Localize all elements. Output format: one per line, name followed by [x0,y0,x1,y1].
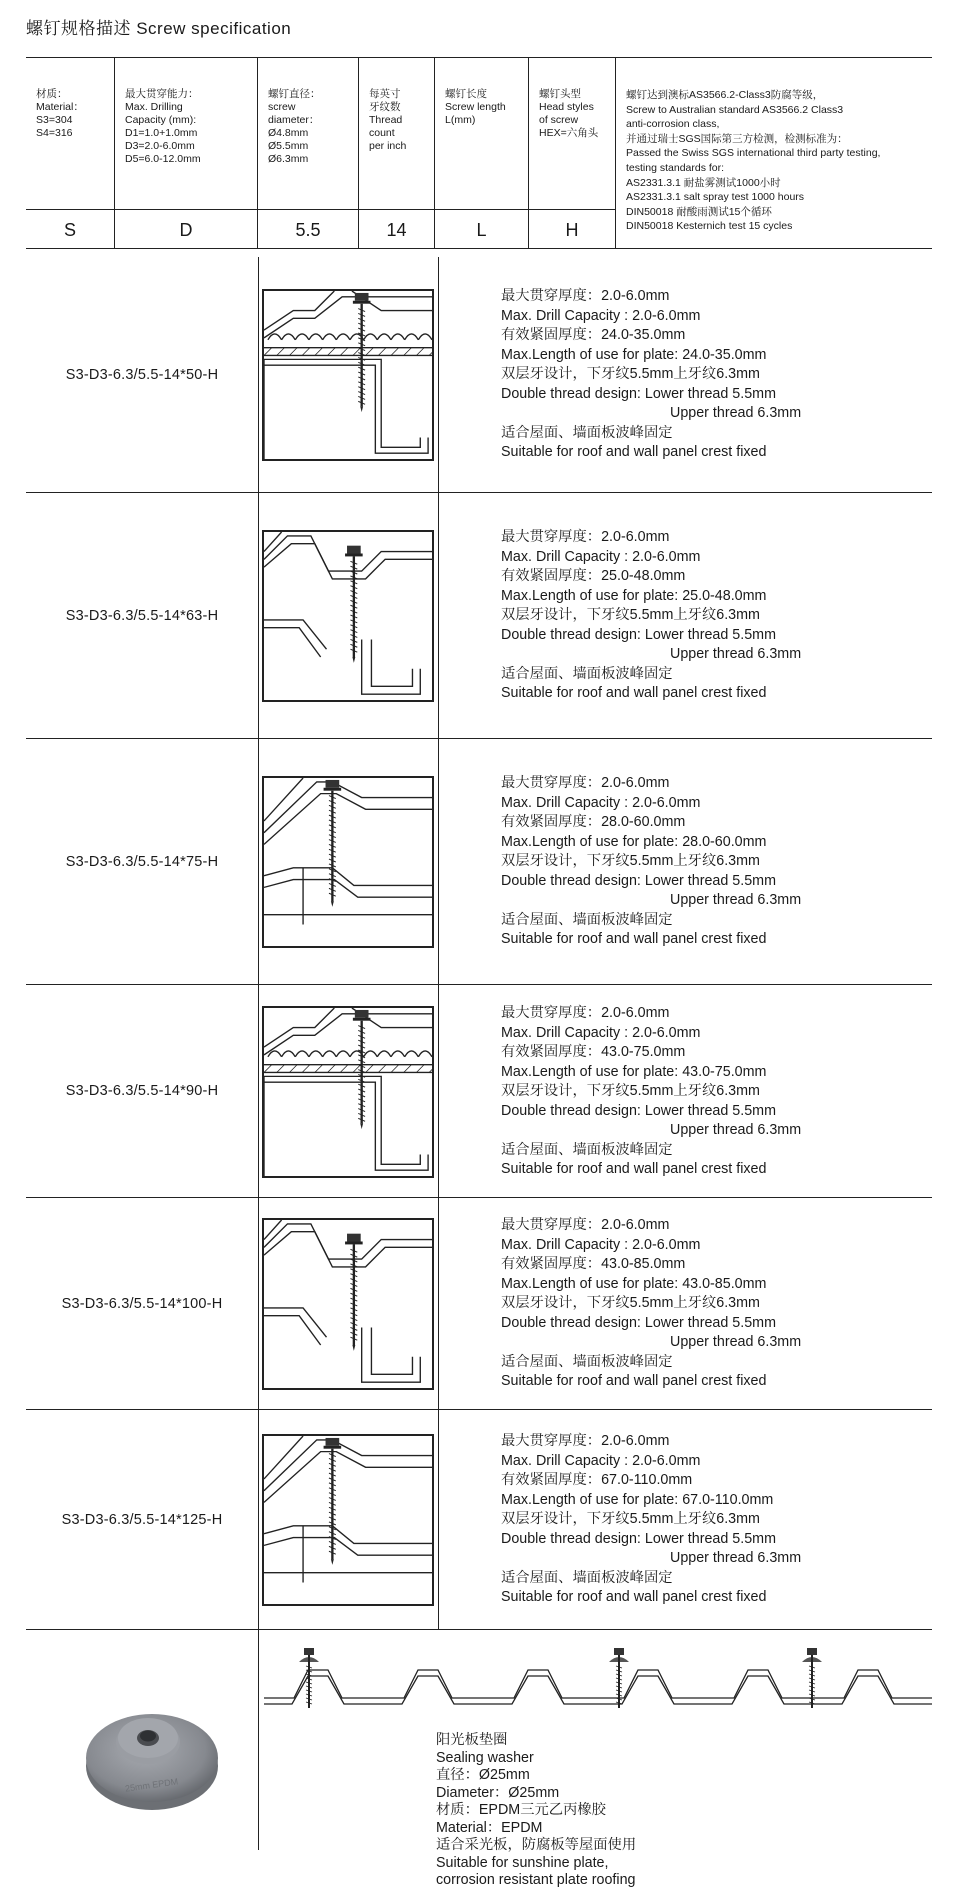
product-specs [501,1432,801,1608]
row-divider-left [258,1410,259,1629]
product-code: S3-D3-6.3/5.5-14*125-H [61,1511,223,1528]
washer-use-cn: 适合采光板，防腐板等屋面使用 [436,1837,637,1853]
fastening-thickness-cn: 有效紧固厚度：24.0-35.0mm [501,327,686,343]
spec-col-drilling [115,58,258,248]
row-divider-right [438,1198,439,1409]
row-divider-right [438,257,439,492]
application-en: Suitable for roof and wall panel crest fixed [501,1161,767,1177]
spec-col-length [435,58,529,248]
spec-col-material [26,58,115,248]
upper-thread-en: Upper thread 6.3mm [670,1334,802,1350]
installation-diagram [262,1006,434,1178]
spec-diameter-desc: 螺钉直径： screw diameter： Ø4.8mm Ø5.5mm Ø6.3mm [268,88,321,165]
spec-diameter-code: 5.5 [295,220,321,240]
spec-material-desc: 材质： Material： S3=304 S4=316 [36,88,84,139]
spec-head-desc: 螺钉头型 Head styles of screw HEX=六角头 [539,88,599,139]
thread-design-en: Double thread design: Lower thread 5.5mm [501,872,776,889]
upper-thread-en: Upper thread 6.3mm [670,1122,802,1138]
upper-thread-en: Upper thread 6.3mm [670,892,802,908]
thread-design-cn: 双层牙设计，下牙纹5.5mm上牙纹6.3mm [501,1511,760,1527]
washer-use-en-1: Suitable for sunshine plate, [436,1854,609,1871]
spec-thread-desc: 每英寸 牙纹数 Thread count per inch [369,88,407,152]
thread-design-cn: 双层牙设计，下牙纹5.5mm上牙纹6.3mm [501,853,760,869]
spec-length-code: L [476,220,487,240]
washer-material-cn: 材质：EPDM三元乙丙橡胶 [436,1802,606,1818]
spec-length-desc: 螺钉长度 Screw length L(mm) [445,88,506,126]
installation-diagram [262,1434,434,1606]
spec-standards-desc: 螺钉达到澳标AS3566.2-Class3防腐等级， Screw to Australian standard AS3566.2 Class3 anti-corrosion class, 并通过瑞士SGS国际第三方检测，检测标准为： Passed the Swiss SGS international third party testing, testing standards for: AS2331.3.1 耐盐雾测试1000小时 AS2331.3.1 salt spray test 1000 hours DIN50018 耐酸雨测试15个循环 DIN50018 Kesternich test 15 cycles [626,89,881,233]
product-specs [501,528,801,704]
fastening-thickness-cn: 有效紧固厚度：25.0-48.0mm [501,568,686,584]
application-cn: 适合屋面、墙面板波峰固定 [501,1569,673,1586]
row-divider-left [258,493,259,738]
fastening-thickness-en: Max.Length of use for plate: 67.0-110.0mm [501,1491,774,1508]
thread-design-cn: 双层牙设计，下牙纹5.5mm上牙纹6.3mm [501,607,760,623]
fastening-thickness-cn: 有效紧固厚度：67.0-110.0mm [501,1472,693,1488]
spec-col-standards [616,58,932,248]
drill-capacity-cn: 最大贯穿厚度：2.0-6.0mm [501,1005,670,1021]
thread-design-en: Double thread design: Lower thread 5.5mm [501,1314,776,1331]
washer-title-cn: 阳光板垫圈 [436,1732,508,1748]
row-divider-right [438,739,439,984]
fastening-thickness-en: Max.Length of use for plate: 25.0-48.0mm [501,587,767,604]
product-row [26,493,932,739]
washer-divider [258,1630,259,1850]
product-row [26,257,932,493]
drill-capacity-cn: 最大贯穿厚度：2.0-6.0mm [501,775,670,791]
spec-col-thread [359,58,435,248]
application-cn: 适合屋面、墙面板波峰固定 [501,1353,673,1370]
washer-section [26,1630,932,1888]
upper-thread-en: Upper thread 6.3mm [670,1550,802,1566]
fastening-thickness-cn: 有效紧固厚度：43.0-75.0mm [501,1044,686,1060]
installation-diagram [262,530,434,702]
fastening-thickness-en: Max.Length of use for plate: 43.0-85.0mm [501,1275,767,1292]
drill-capacity-en: Max. Drill Capacity : 2.0-6.0mm [501,307,701,324]
application-en: Suitable for roof and wall panel crest fixed [501,1589,767,1605]
spec-thread-code: 14 [386,220,407,240]
row-divider-right [438,493,439,738]
installation-diagram [262,1218,434,1390]
spec-col-head [529,58,616,248]
product-row [26,1198,932,1410]
spec-col-diameter [258,58,359,248]
product-row [26,1410,932,1630]
application-cn: 适合屋面、墙面板波峰固定 [501,665,673,682]
product-code: S3-D3-6.3/5.5-14*75-H [65,853,219,870]
drill-capacity-en: Max. Drill Capacity : 2.0-6.0mm [501,1024,701,1041]
row-divider-left [258,257,259,492]
upper-thread-en: Upper thread 6.3mm [670,646,802,662]
product-row [26,739,932,985]
washer-material-en: Material：EPDM [436,1819,543,1836]
fastening-thickness-en: Max.Length of use for plate: 24.0-35.0mm [501,346,767,363]
row-divider-right [438,1410,439,1629]
product-code: S3-D3-6.3/5.5-14*100-H [61,1295,223,1312]
thread-design-en: Double thread design: Lower thread 5.5mm [501,1530,776,1547]
product-code: S3-D3-6.3/5.5-14*50-H [65,366,219,383]
fastening-thickness-en: Max.Length of use for plate: 43.0-75.0mm [501,1063,767,1080]
installation-diagram [262,776,434,948]
row-divider-right [438,985,439,1197]
product-specs [501,774,801,950]
spec-material-code: S [63,220,76,240]
drill-capacity-en: Max. Drill Capacity : 2.0-6.0mm [501,1236,701,1253]
roof-profile-diagram [264,1640,932,1720]
sealing-washer-image [82,1680,222,1820]
drill-capacity-cn: 最大贯穿厚度：2.0-6.0mm [501,1433,670,1449]
drill-capacity-cn: 最大贯穿厚度：2.0-6.0mm [501,288,670,304]
washer-info [436,1732,636,1890]
application-en: Suitable for roof and wall panel crest fixed [501,931,767,947]
washer-stamp-text: 25mm EPDM [124,1776,179,1794]
application-cn: 适合屋面、墙面板波峰固定 [501,911,673,928]
drill-capacity-cn: 最大贯穿厚度：2.0-6.0mm [501,1217,670,1233]
drill-capacity-en: Max. Drill Capacity : 2.0-6.0mm [501,1452,701,1469]
fastening-thickness-cn: 有效紧固厚度：28.0-60.0mm [501,814,686,830]
application-cn: 适合屋面、墙面板波峰固定 [501,1141,673,1158]
row-divider-left [258,985,259,1197]
washer-diameter-en: Diameter：Ø25mm [436,1784,560,1801]
row-divider-left [258,1198,259,1409]
washer-use-en-2: corrosion resistant plate roofing [436,1872,636,1888]
product-specs [501,1004,801,1180]
product-specs [501,1216,801,1392]
drill-capacity-en: Max. Drill Capacity : 2.0-6.0mm [501,794,701,811]
installation-diagram [262,289,434,461]
application-cn: 适合屋面、墙面板波峰固定 [501,424,673,441]
product-specs [501,287,801,463]
spec-table [26,57,932,249]
thread-design-cn: 双层牙设计，下牙纹5.5mm上牙纹6.3mm [501,1083,760,1099]
spec-drilling-code: D [179,220,193,240]
row-divider-left [258,739,259,984]
drill-capacity-en: Max. Drill Capacity : 2.0-6.0mm [501,548,701,565]
washer-title-en: Sealing washer [436,1749,534,1766]
upper-thread-en: Upper thread 6.3mm [670,405,802,421]
application-en: Suitable for roof and wall panel crest fixed [501,1373,767,1389]
fastening-thickness-en: Max.Length of use for plate: 28.0-60.0mm [501,833,767,850]
spec-head-code: H [565,220,579,240]
thread-design-en: Double thread design: Lower thread 5.5mm [501,1102,776,1119]
product-row [26,985,932,1198]
drill-capacity-cn: 最大贯穿厚度：2.0-6.0mm [501,529,670,545]
thread-design-cn: 双层牙设计，下牙纹5.5mm上牙纹6.3mm [501,366,760,382]
washer-diameter-cn: 直径：Ø25mm [436,1767,530,1783]
thread-design-cn: 双层牙设计，下牙纹5.5mm上牙纹6.3mm [501,1295,760,1311]
thread-design-en: Double thread design: Lower thread 5.5mm [501,626,776,643]
fastening-thickness-cn: 有效紧固厚度：43.0-85.0mm [501,1256,686,1272]
application-en: Suitable for roof and wall panel crest fixed [501,685,767,701]
page-title: 螺钉规格描述 Screw specification [26,19,292,38]
product-code: S3-D3-6.3/5.5-14*90-H [65,1083,219,1099]
thread-design-en: Double thread design: Lower thread 5.5mm [501,385,776,402]
product-code: S3-D3-6.3/5.5-14*63-H [65,607,219,624]
spec-drilling-desc: 最大贯穿能力： Max. Drilling Capacity (mm): D1=1.0+1.0mm D3=2.0-6.0mm D5=6.0-12.0mm [125,88,201,165]
application-en: Suitable for roof and wall panel crest fixed [501,444,767,460]
